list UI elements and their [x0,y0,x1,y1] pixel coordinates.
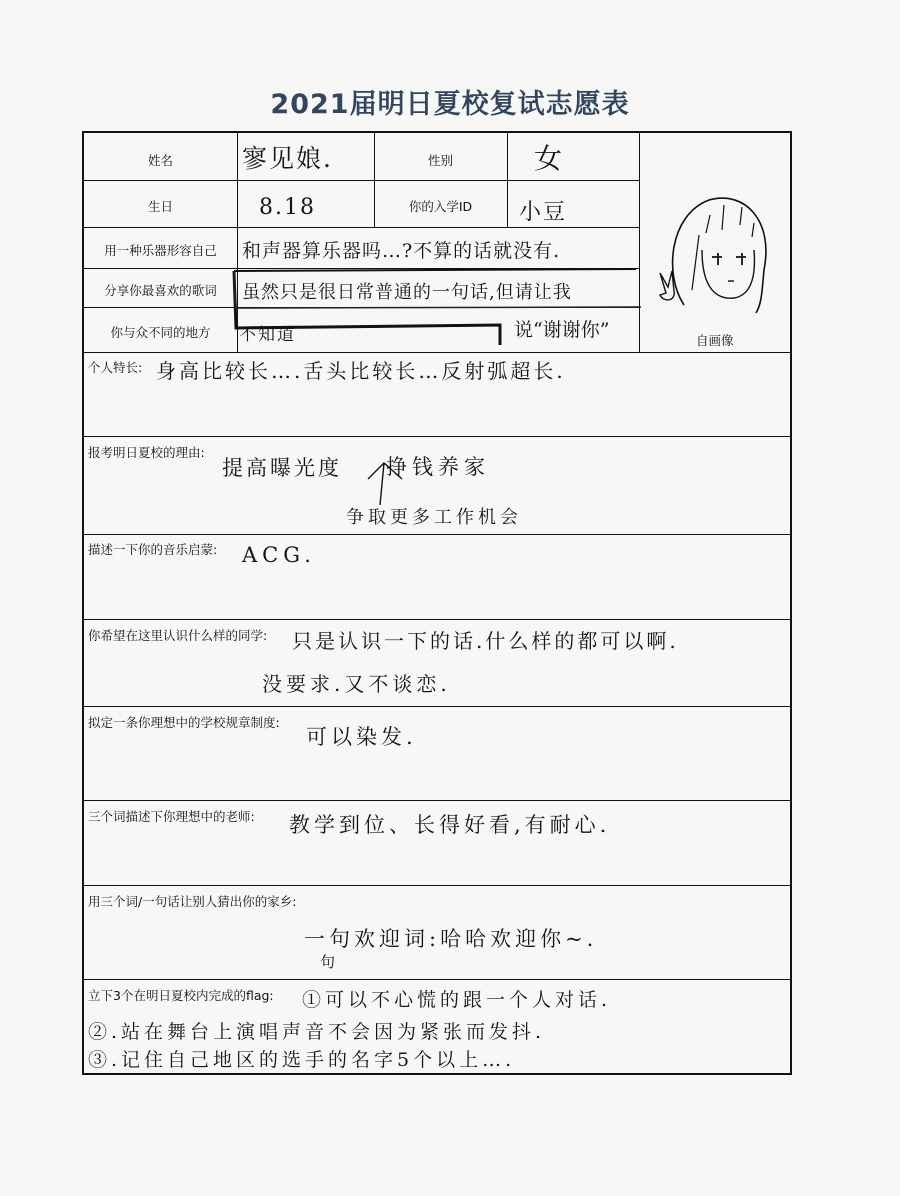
portrait-left-eye [712,253,722,265]
classmates-label: 你希望在这里认识什么样的同学: [88,628,268,643]
music-value: ACG. [242,543,316,567]
id-value: 小豆 [519,200,568,225]
reason-value-2: 挣钱养家 [386,455,490,479]
trait-label: 个人特长: [88,360,143,375]
instrument-value: 和声器算乐器吗…?不算的话就没有. [242,240,561,262]
gender-value: 女 [534,142,565,175]
flag-2: ②.站在舞台上演唱声音不会因为紧张而发抖. [88,1021,546,1043]
hometown-note: 句 [320,953,338,971]
section-line-6 [84,885,790,886]
name-label: 姓名 [147,153,173,168]
reason-insert-mark [364,459,408,509]
instrument-label: 用一种乐器形容自己 [104,243,217,258]
portrait-peace-hand [660,271,674,300]
id-label: 你的入学ID [408,199,473,214]
hometown-label: 用三个词/一句话让别人猜出你的家乡: [88,894,297,909]
self-portrait-drawing [644,175,790,325]
portrait-bangs [692,205,754,290]
hometown-value: 一句欢迎词:哈哈欢迎你~. [304,927,598,951]
flag-3: ③.记住自己地区的选手的名字5个以上…. [88,1049,516,1071]
flag-1: ①可以不心慌的跟一个人对话. [302,989,612,1011]
reason-label: 报考明日夏校的理由: [88,445,205,460]
lyrics-label: 分享你最喜欢的歌词 [104,283,217,298]
reason-value-3: 争取更多工作机会 [346,507,522,528]
rule-value: 可以染发. [306,725,417,749]
lyrics-box-mid [234,271,641,308]
section-line-7 [84,979,790,980]
trait-value: 身高比较长….舌头比较长…反射弧超长. [156,359,566,383]
section-line-4 [84,706,790,707]
classmates-value-1: 只是认识一下的话.什么样的都可以啊. [292,629,679,653]
section-line-2 [84,534,790,535]
classmates-value-2: 没要求.又不谈恋. [262,672,451,696]
application-form [82,131,792,1075]
rule-label: 拟定一条你理想中的学校规章制度: [88,715,280,730]
form-title: 2021届明日夏校复试志愿表 [270,89,630,120]
teacher-value: 教学到位、长得好看,有耐心. [289,813,611,837]
lyrics-value: 虽然只是很日常普通的一句话,但请让我 [242,282,572,303]
reason-insert-stroke [368,463,402,505]
section-line-3 [84,619,790,620]
name-value: 寥见娘. [242,144,333,173]
flag-label: 立下3个在明日夏校内完成的flag: [88,988,274,1003]
section-line-1 [84,436,790,437]
birthday-label: 生日 [147,199,173,214]
different-value: 不知道 [239,325,296,345]
section-line-5 [84,800,790,801]
portrait-face [702,250,754,298]
music-label: 描述一下你的音乐启蒙: [88,542,218,557]
lyrics-value-2: 说“谢谢你” [514,319,610,341]
portrait-label: 自画像 [696,333,734,348]
gender-label: 性别 [427,153,453,168]
teacher-label: 三个词描述下你理想中的老师: [88,809,255,824]
lyrics-box-top [234,269,636,271]
reason-value-1: 提高曝光度 [222,456,342,480]
portrait-right-eye [736,253,746,265]
different-label: 你与众不同的地方 [110,325,211,340]
birthday-value: 8.18 [259,195,316,220]
